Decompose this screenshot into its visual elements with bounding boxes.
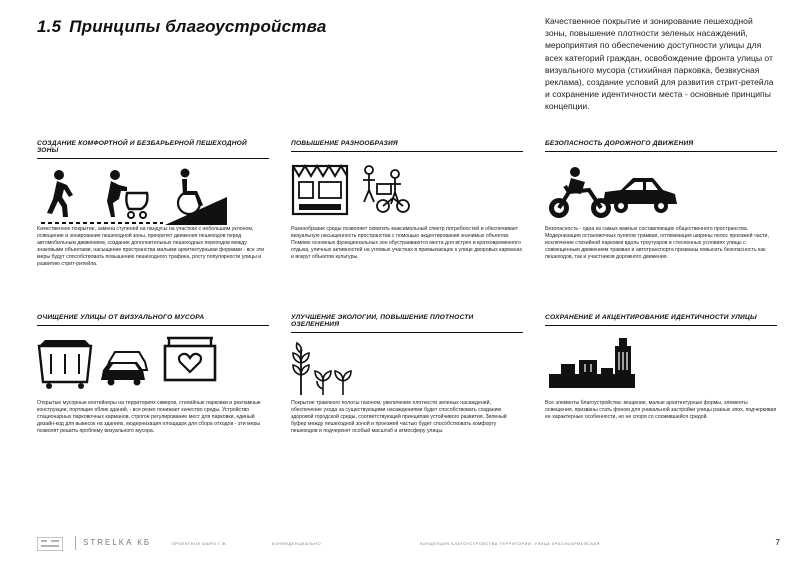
principle-card-road-safety: [545, 140, 777, 260]
principle-icons: [37, 167, 269, 233]
divider: [291, 332, 523, 333]
motorcycle-icon: [549, 167, 611, 218]
principle-card-accessibility: [37, 140, 269, 267]
trash-container-icon: [39, 340, 91, 389]
principle-text: Покрытие травяного полосы газоном, увеличение плотности зеленых насаждений, обеспечение ухода за существующими насаждениями будет способствовать созданию здоровой городской среды, соответствующей принципам устойчивого развития. Зеленый буфер между пешеходной зоной и проезжей частью будет способствовать комфорту пешеходов и подчеркнет особый масштаб и атмосферу улицы.: [291, 400, 507, 434]
principle-icons: [291, 341, 523, 407]
footer-item: КОНФИДЕНЦИАЛЬНО: [272, 542, 322, 546]
principle-text: Качественное покрытие, замена ступеней на пандусы на участках с небольшим уклоном, освещение и зонирование пешеходной зоны, приоритет движения пешеходов перед автомобильным движением, создание дополнительных пешеходных переходов между знаковыми объектами, насыщение пространства малыми архитектурными формами - все эти меры будут способствовать повышению пешеходного трафика, росту популярности улицы и развитию стрит-ритейла.: [37, 226, 265, 267]
footer-item: ПРОЕКТНОЕ БЮРО Г.Ж.: [172, 542, 228, 546]
divider: [291, 151, 523, 152]
principle-card-identity: [545, 314, 777, 420]
principle-title: БЕЗОПАСНОСТЬ ДОРОЖНОГО ДВИЖЕНИЯ: [545, 140, 694, 147]
principle-card-diversity: [291, 140, 523, 260]
principle-icons: [291, 160, 523, 226]
divider: [37, 158, 269, 159]
buildings-icon: [549, 338, 635, 388]
principle-text: Разнообразие среды позволяет охватить максимальный спектр потребностей и обеспечивает визуальную насыщенность пространства с помощью акцентирования значимых объектов. Помимо основных функциональных зон обустраиваются места для встреч и кратковременного отдыха, уличных активностей на угловых участках в примыкающих к улице дворовых карманах и вокруг объектов культуры.: [291, 226, 523, 260]
partner-logo-icon: [37, 537, 63, 551]
storefront-icon: [293, 166, 347, 214]
principle-title: СОЗДАНИЕ КОМФОРТНОЙ И БЕЗБАРЬЕРНОЙ ПЕШЕХОДНОЙ ЗОНЫ: [37, 140, 247, 154]
principle-text: Открытые мусорные контейнеры на территориях скверов, стихийные парковки и рекламные конструкции, портящие облик зданий, - все резко понижает качество среды. Устройство стационарных парковочных карманов, строгое регулирование мест для парковки, единый дизайн-код для вывесок на зданиях, модернизация площадок для сбора отходов - эти меры позволят решить проблему визуального мусора.: [37, 400, 261, 434]
wheelchair-ramp-icon: [165, 169, 227, 226]
divider: [75, 536, 76, 550]
principle-title: СОХРАНЕНИЕ И АКЦЕНТИРОВАНИЕ ИДЕНТИЧНОСТИ УЛИЦЫ: [545, 314, 757, 321]
stroller-icon: [107, 170, 147, 218]
hanging-sign-icon: [165, 338, 215, 380]
principle-card-ecology: [291, 314, 523, 434]
footer: [37, 534, 782, 554]
parked-cars-icon: [101, 352, 147, 386]
principle-text: Все элементы благоустройства: мощение, малые архитектурные формы, элементы освещения, призваны стать фоном для уникальной застройки улицы разных эпох, подчеркивая ее характерные особенности, но не споря со сложившейся средой.: [545, 400, 777, 420]
page-title: [37, 17, 326, 37]
principle-title: УЛУЧШЕНИЕ ЭКОЛОГИИ, ПОВЫШЕНИЕ ПЛОТНОСТИ ОЗЕЛЕНЕНИЯ: [291, 314, 474, 328]
pedestrian-icon: [47, 170, 73, 217]
divider: [37, 325, 269, 326]
principle-title: ПОВЫШЕНИЕ РАЗНООБРАЗИЯ: [291, 140, 398, 147]
people-activity-icon: [363, 166, 409, 212]
car-icon: [603, 178, 677, 213]
principle-icons: [545, 334, 777, 400]
principle-icons: [37, 334, 269, 400]
divider: [545, 325, 777, 326]
page-number: 7: [775, 538, 780, 547]
section-number: 1.5: [37, 17, 62, 36]
plants-icon: [293, 343, 351, 395]
principle-card-visual-clutter: [37, 314, 269, 434]
section-title: Принципы благоустройства: [69, 17, 327, 36]
principle-icons: [545, 160, 777, 226]
footer-item: КОНЦЕПЦИЯ БЛАГОУСТРОЙСТВА ТЕРРИТОРИИ. УЛИЦА КРАСНОАРМЕЙСКАЯ: [420, 542, 601, 546]
principle-text: Безопасность - одна из самых важных составляющих общественного пространства. Модернизация остановочных пунктов трамвая, оптимизация ширины полос проезжей части, исключение стихийной парковки вдоль троутуаров в стесненных условиях улицы с совмещенным движением трамвая и автотранспорта призваны повысить безопасность как пешеходов, так и участников дорожного движения.: [545, 226, 769, 260]
strelka-logo: STRELKA КБ: [83, 538, 152, 547]
principle-title: ОЧИЩЕНИЕ УЛИЦЫ ОТ ВИЗУАЛЬНОГО МУСОРА: [37, 314, 205, 321]
intro-text: Качественное покрытие и зонирование пешеходной зоны, повышение плотности зеленых насаждений, мероприятия по обеспечению доступности улицы для всех категорий граждан, освобождение фронта улицы от визуального мусора (стихийная парковка, безвкусная реклама), создание условий для развития стрит-ретейла и сохранение идентичности места - основные принципы концепции.: [545, 16, 774, 112]
divider: [545, 151, 777, 152]
